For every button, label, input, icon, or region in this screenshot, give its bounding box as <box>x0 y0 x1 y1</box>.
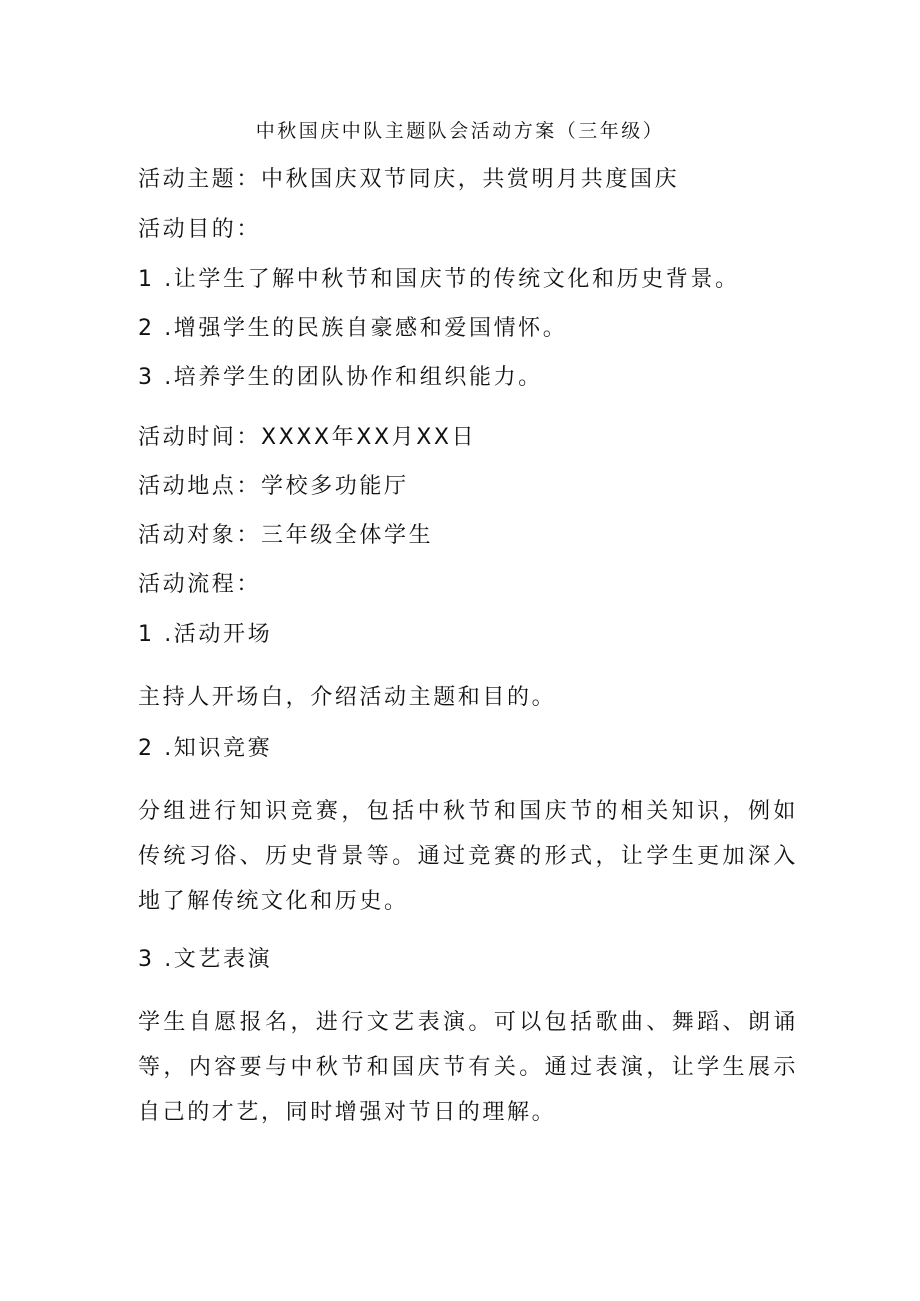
activity-time: 活动时间：XXXX年XX月XX日 <box>138 425 477 450</box>
step-3-heading: 3 .文艺表演 <box>138 947 273 972</box>
step-2-heading: 2 .知识竞赛 <box>138 736 273 761</box>
step-1-heading: 1 .活动开场 <box>138 622 273 647</box>
purpose-item-3: 3 .培养学生的团队协作和组织能力。 <box>138 365 543 390</box>
step-2-body: 分组进行知识竞赛，包括中秋节和国庆节的相关知识，例如传统习俗、历史背景等。通过竞赛的形式，让学生更加深入地了解传统文化和历史。 <box>138 799 798 914</box>
activity-audience: 活动对象：三年级全体学生 <box>138 523 434 548</box>
document-title: 中秋国庆中队主题队会活动方案（三年级） <box>255 120 665 142</box>
process-heading: 活动流程： <box>138 572 262 597</box>
purpose-item-1: 1 .让学生了解中秋节和国庆节的传统文化和历史背景。 <box>138 267 740 292</box>
purpose-item-2: 2 .增强学生的民族自豪感和爱国情怀。 <box>138 316 568 341</box>
activity-place: 活动地点：学校多功能厅 <box>138 474 409 499</box>
step-1-body: 主持人开场白，介绍活动主题和目的。 <box>138 685 557 710</box>
step-3-body: 学生自愿报名，进行文艺表演。可以包括歌曲、舞蹈、朗诵等，内容要与中秋节和国庆节有关。通过表演，让学生展示自己的才艺，同时增强对节日的理解。 <box>138 1010 798 1125</box>
purpose-heading: 活动目的： <box>138 217 262 242</box>
activity-theme: 活动主题：中秋国庆双节同庆，共赏明月共度国庆 <box>138 167 680 192</box>
